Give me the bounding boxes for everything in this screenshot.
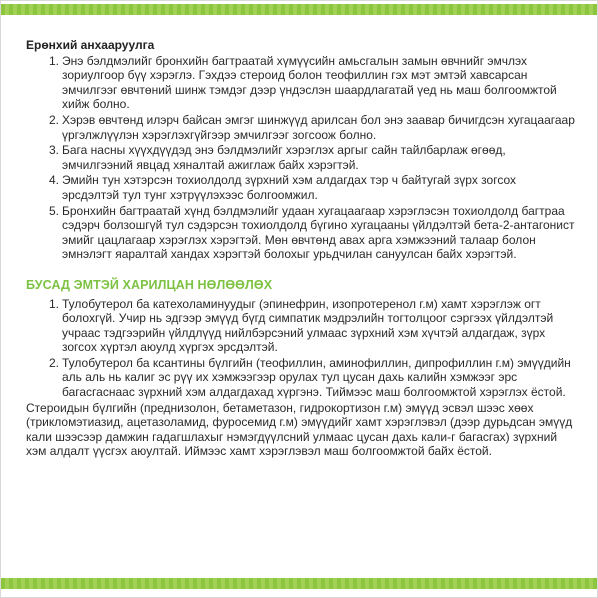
document-body xyxy=(26,38,576,459)
list-number: 4. xyxy=(49,173,60,188)
top-decorative-stripe xyxy=(1,4,597,15)
list-item-text: Бронхийн багтраатай хүнд бэлдмэлийг удаан хугацаагаар хэрэглэсэн тохиолдолд багтраа сэдэрч болзошгүй тул сэдэрсэн тохиолдолд бүгино хугацааны үйлдэлтэй бета-2-антагонист эмийг цацлагаар хэрэглэх хэрэгтэй. Мөн өвчтөнд авах арга хэмжээний талаар болон эмнэлэгт яаралтай хандах хэрэгтэй болохыг урьдчилан сануулсан байх хэрэгтэй. xyxy=(62,203,575,262)
section-heading-general-warnings: Ерөнхий анхааруулга xyxy=(26,38,155,52)
list-item xyxy=(26,173,576,202)
list-item-text: Хэрэв өвчтөнд илэрч байсан эмгэг шинжүүд арилсан бол энэ заавар бичигдсэн хугацаагаар үргэлжлүүлэн хэрэглэхгүйгээр эмчилгээг зогсоож болно. xyxy=(62,112,575,142)
list-number: 1. xyxy=(49,296,60,311)
list-item xyxy=(26,143,576,172)
list-item xyxy=(26,204,576,262)
list-number: 2. xyxy=(49,355,60,370)
list-item-text: Тулобутерол ба ксантины бүлгийн (теофиллин, аминофиллин, дипрофиллин г.м) эмүүдийн аль аль нь калиг эс рүү их хэмжээгээр орулах тул цусан дахь калийн хэмжээг эрс багасгаснаас зүрхний хэм алдагдахад хүргэнэ. Тиймээс маш болгоомжтой хэрэглэх ёстой. xyxy=(62,355,571,400)
list-item-text: Тулобутерол ба катехоламинуудыг (эпинефрин, изопротеренол г.м) хамт хэрэглэж огт болохгүй. Учир нь эдгээр эмүүд бүгд симпатик мэдрэлийн тогтолцоог сэргээх үйлдэлтэй учраас тэдгээрийн үйлдлүүд нийлбэрсэний улмаас зүрхний хэм хүчтэй алдагдаж, зүрх зогсох хүртэл аюулд хүргэх эрсдэлтэй. xyxy=(62,296,554,355)
drug-interactions-list xyxy=(26,297,576,400)
steroid-diuretic-paragraph: Стероидын бүлгийн (преднизолон, бетаметазон, гидрокортизон г.м) эмүүд эсвэл шээс хөөх (трикломэтиазид, ацетазоламид, фуросемид г.м) эмүүдийг хамт хэрэглэвэл (дээр дурьдсан эмүүд кали шээсээр дамжин гадагшлахыг нэмэгдүүлсний улмаас цусан дахь кали-г багасгах) зүрхний хэм алдалт үүсгэх аюултай. Иймээс хамт хэрэглэвэл маш болгоомжтой байх ёстой. xyxy=(26,400,573,459)
general-warnings-list xyxy=(26,54,576,262)
list-number: 5. xyxy=(49,203,60,218)
list-number: 1. xyxy=(49,53,60,68)
list-item xyxy=(26,113,576,142)
list-item-text: Бага насны хүүхдүүдэд энэ бэлдмэлийг хэрэглэх аргыг сайн тайлбарлаж өгөөд, эмчилгээний явцад хяналтай ажиглаж байх хэрэгтэй. xyxy=(62,143,506,172)
section-heading-drug-interactions: БУСАД ЭМТЭЙ ХАРИЛЦАН НӨЛӨӨЛӨХ xyxy=(26,277,273,292)
list-item xyxy=(26,54,576,112)
list-item-text: Энэ бэлдмэлийг бронхийн багтраатай хүмүүсийн амьсгалын замын өвчнийг эмчлэх зориулгоор бүү хэрэглэ. Гэхдээ стероид болон теофиллин гэх мэт эмтэй хавсарсан эмчилгээг өвчтөний шинж тэмдэг дээр үндэслэн шаардлагатай үед нь маш болгоомжтой хийж болно. xyxy=(62,53,557,112)
bottom-decorative-stripe xyxy=(1,578,597,589)
list-number: 2. xyxy=(49,112,60,127)
list-number: 3. xyxy=(49,143,60,158)
list-item xyxy=(26,297,576,355)
list-item xyxy=(26,356,576,400)
list-item-text: Эмийн тун хэтэрсэн тохиолдолд зүрхний хэм алдагдах тэр ч байтугай зүрх зогсох эрсдэлтэй тул тунг хэтрүүлэхээс болгоомжил. xyxy=(62,173,516,202)
